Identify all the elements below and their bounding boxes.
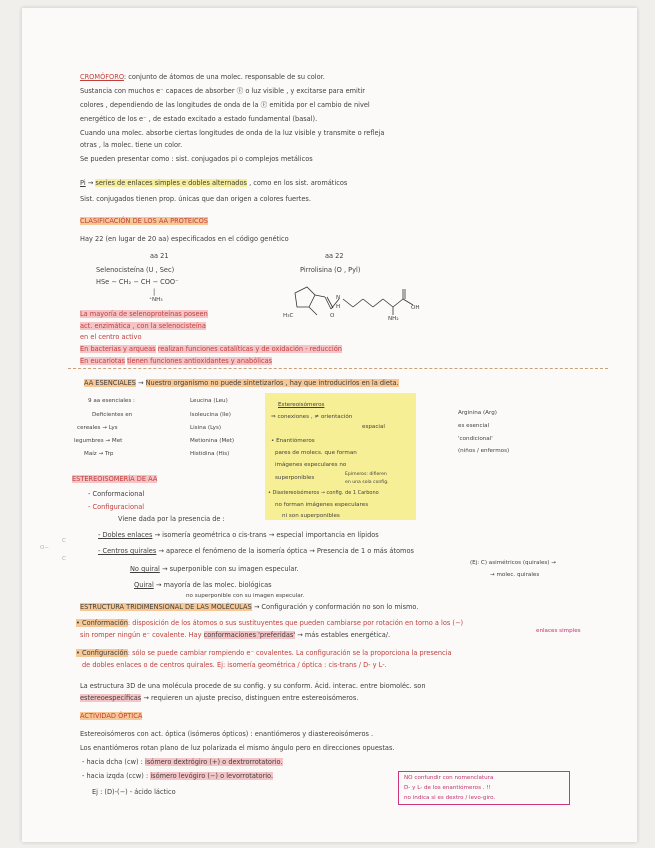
estereoisomeria-line: Viene dada por la presencia de : [118, 515, 225, 523]
dobles-enlaces-desc: → isomería geométrica o cis-trans → especial importancia en lípidos [154, 531, 379, 539]
quiral-desc: → mayoría de las molec. biológicas [155, 581, 272, 589]
conformaciones-preferidas: conformaciones 'preferidas' [203, 631, 296, 639]
estereo-line: pares de molecs. que forman [275, 450, 357, 456]
cromoforo-line: Se pueden presentar como : sist. conjugados pi o complejos metálicos [80, 155, 313, 163]
cromoforo-line: Cuando una molec. absorbe ciertas longitudes de onda de la luz visible y transmite o refleja [80, 129, 385, 137]
esenciales-left: legumbres → Met [74, 438, 123, 444]
selenoproteinas-line: en el centro activo [80, 333, 142, 341]
cromoforo-title: CROMÓFORO [80, 73, 124, 81]
pi-symbol: Pi [80, 179, 86, 187]
centros-quirales-desc: → aparece el fenómeno de la isomería óptica → Presencia de 1 o más átomos [158, 547, 414, 555]
no-quiral-desc: → superponible con su imagen especular. [161, 565, 299, 573]
epimeros-note: Epímeros: difieren [345, 472, 387, 477]
esenciales-aa: Histidina (His) [190, 451, 230, 457]
o-label: O [330, 313, 335, 319]
enlaces-simples-note: enlaces simples [536, 628, 581, 634]
margin-scribble: C [62, 538, 66, 544]
dextrogiro-desc: isómero dextrógiro (+) o dextrorrotatorio. [145, 758, 283, 766]
esenciales-left: Maíz → Trp [84, 451, 114, 457]
selenoproteinas-line: act. enzimática , con la selenocisteína [80, 322, 206, 330]
conformacion-label: • Conformación [76, 619, 128, 627]
esenciales-desc: Nuestro organismo no puede sintetizarlos , hay que introducirlos en la dieta. [145, 379, 399, 387]
estereo-line: ni son superponibles [282, 513, 340, 519]
pirrolisina-label: Pirrolisina (O , Pyl) [300, 266, 361, 274]
eucariotas-desc: tienen funciones antioxidantes y anabólicas [127, 357, 273, 365]
arginina-note: Arginina (Arg) [458, 410, 497, 416]
cromoforo-line: energético de los e⁻ , de estado excitado a estado fundamental (basal). [80, 115, 318, 123]
estructura-rest: → Configuración y conformación no son lo mismo. [253, 603, 419, 611]
formula-nh3: ⁺NH₃ [149, 297, 163, 303]
centros-quirales-label: - Centros quirales [98, 547, 157, 555]
esenciales-aa: Leucina (Leu) [190, 398, 228, 404]
actividad-line: Los enantiómeros rotan plano de luz polarizada el mismo ángulo pero en direcciones opuestas. [80, 744, 395, 752]
esenciales-left: Deficientes en [92, 412, 133, 418]
pi-line: Sist. conjugados tienen prop. únicas que dan origen a colores fuertes. [80, 195, 311, 203]
clasificacion-line: Hay 22 (en lugar de 20 aa) especificados en el código genético [80, 235, 289, 243]
pi-rest: , como en los sist. aromáticos [249, 179, 348, 187]
pi-definition: series de enlaces simples e dobles alternados [95, 179, 247, 187]
configuracion-desc: : sólo se puede cambiar rompiendo e⁻ covalentes. La configuración se la proporciona la presencia [127, 649, 452, 657]
conformacion-desc3: → más estables energética/. [297, 631, 391, 639]
nomenclatura-note [398, 771, 570, 805]
h3c-label: H₃C [283, 313, 294, 319]
esenciales-aa: Metionina (Met) [190, 438, 235, 444]
pirrolisina-structure [281, 275, 421, 323]
esenciales-left: cereales → Lys [77, 425, 118, 431]
nomenclatura-line: NO confundir con nomenclatura [404, 775, 494, 781]
estructura-line: → requieren un ajuste preciso, distinguen entre estereoisómeros. [143, 694, 359, 702]
actividad-title: ACTIVIDAD ÓPTICA [80, 712, 143, 720]
cromoforo-line: otras , la molec. tiene un color. [80, 141, 183, 149]
estereoisomeria-title: ESTEREOISOMERÍA DE AA [72, 475, 158, 483]
levogiro-desc: isómero levógiro (−) o levorrotatorio. [150, 772, 274, 780]
selenoproteinas-line: La mayoría de selenoproteínas poseen [80, 310, 208, 318]
nomenclatura-line: D- y L- de los enantiómeros . !! [404, 785, 491, 791]
centros-quirales-desc2: (Ej: C) asimétricos (quirales) → [470, 560, 556, 566]
dobles-enlaces-label: - Dobles enlaces [98, 531, 153, 539]
esenciales-title: AA ESENCIALES [84, 379, 136, 387]
cromoforo-line: colores , dependiendo de las longitudes de onda de la Ⓔ emitida por el cambio de nivel [80, 101, 370, 109]
conformacion-desc: : disposición de los átomos o sus sustituyentes que pueden cambiarse por rotación en torno a los (−) [127, 619, 464, 627]
dextrogiro-label: - hacia dcha (cw) : [82, 758, 143, 766]
estructura-title: ESTRUCTURA TRIDIMENSIONAL DE LAS MOLÉCULAS [80, 603, 252, 611]
bacterias-desc: realizan funciones catalíticas y de oxidación - reducción [157, 345, 342, 353]
estereo-line: espacial [362, 424, 385, 430]
oh-label: OH [411, 305, 420, 311]
quiral-desc2: no superponible con su imagen especular. [186, 593, 305, 599]
esenciales-aa: Isoleucina (Ile) [190, 412, 231, 418]
selenocisteina-formula: HSe − CH₂ − CH − COO⁻ [96, 278, 179, 286]
estructura-line: La estructura 3D de una molécula procede de su config. y su conform. Ácid. interac. entre biomoléc. son [80, 682, 426, 690]
no-quiral-label: No quiral [130, 565, 160, 573]
cromoforo-def: : conjunto de átomos de una molec. responsable de su color. [123, 73, 325, 81]
estereo-line: • Enantiómeros [271, 438, 315, 444]
configuracion-desc2: de dobles enlaces o de centros quirales. Ej: isomería geométrica / óptica : cis-trans / D- y L-. [82, 661, 387, 669]
aa22-label: aa 22 [325, 252, 344, 260]
arginina-note: 'condicional' [458, 436, 493, 442]
quiral-label: Quiral [134, 581, 154, 589]
h-label: H [336, 304, 341, 310]
nh2-label: NH₂ [388, 316, 399, 322]
estereo-line: no forman imágenes especulares [275, 502, 369, 508]
esenciales-left: 9 aa esenciales : [88, 398, 135, 404]
estereoisomeria-line: - Conformacional [88, 490, 145, 498]
aa21-label: aa 21 [150, 252, 169, 260]
epimeros-note: en una sola config. [345, 480, 389, 485]
nomenclatura-line: no indica si es dextro / levo-giro. [404, 795, 496, 801]
estereoisomeria-line: - Configuracional [88, 503, 145, 511]
actividad-line: Estereoisómeros con act. óptica (isómeros ópticos) : enantiómeros y diastereoisómeros . [80, 730, 374, 738]
cromoforo-line: Sustancia con muchos e⁻ capaces de absorber Ⓔ o luz visible , y excitarse para emitir [80, 87, 366, 95]
bacterias-label: En bacterias y arqueas [80, 345, 156, 353]
estereoespecificas: estereoespecíficas [80, 694, 142, 702]
n-label: N [336, 295, 341, 301]
estereo-line: ⇒ conexiones , ≠ orientación [271, 414, 353, 420]
margin-scribble: C [62, 556, 66, 562]
arginina-note: (niños / enfermos) [458, 448, 510, 454]
estereo-title: Estereoisómeros [278, 402, 325, 408]
estereo-line: superponibles [275, 475, 315, 481]
clasificacion-title: CLASIFICACIÓN DE LOS AA PROTEICOS [80, 217, 208, 225]
levogiro-label: - hacia izqda (ccw) : [82, 772, 149, 780]
estereo-line: imágenes especulares no [275, 462, 347, 468]
configuracion-label: • Configuración [76, 649, 128, 657]
section-divider [68, 368, 608, 369]
conformacion-desc2: sin romper ningún e⁻ covalente. Hay [80, 631, 202, 639]
arginina-note: es esencial [458, 423, 490, 429]
eucariotas-label: En eucariotas [80, 357, 125, 365]
margin-scribble: O− [40, 545, 50, 551]
esenciales-aa: Lisina (Lys) [190, 425, 222, 431]
pi-arrow: → [87, 179, 94, 187]
actividad-example: Ej : (D)-(−) - ácido láctico [92, 788, 176, 796]
estereo-line: • Diastereoisómeros → config. de 1 Carbono [268, 490, 379, 496]
formula-bond: | [153, 288, 156, 296]
molec-quirales-note: → molec. quirales [490, 572, 540, 578]
esenciales-arrow: → [137, 379, 144, 387]
selenocisteina-label: Selenocisteína (U , Sec) [96, 266, 175, 274]
